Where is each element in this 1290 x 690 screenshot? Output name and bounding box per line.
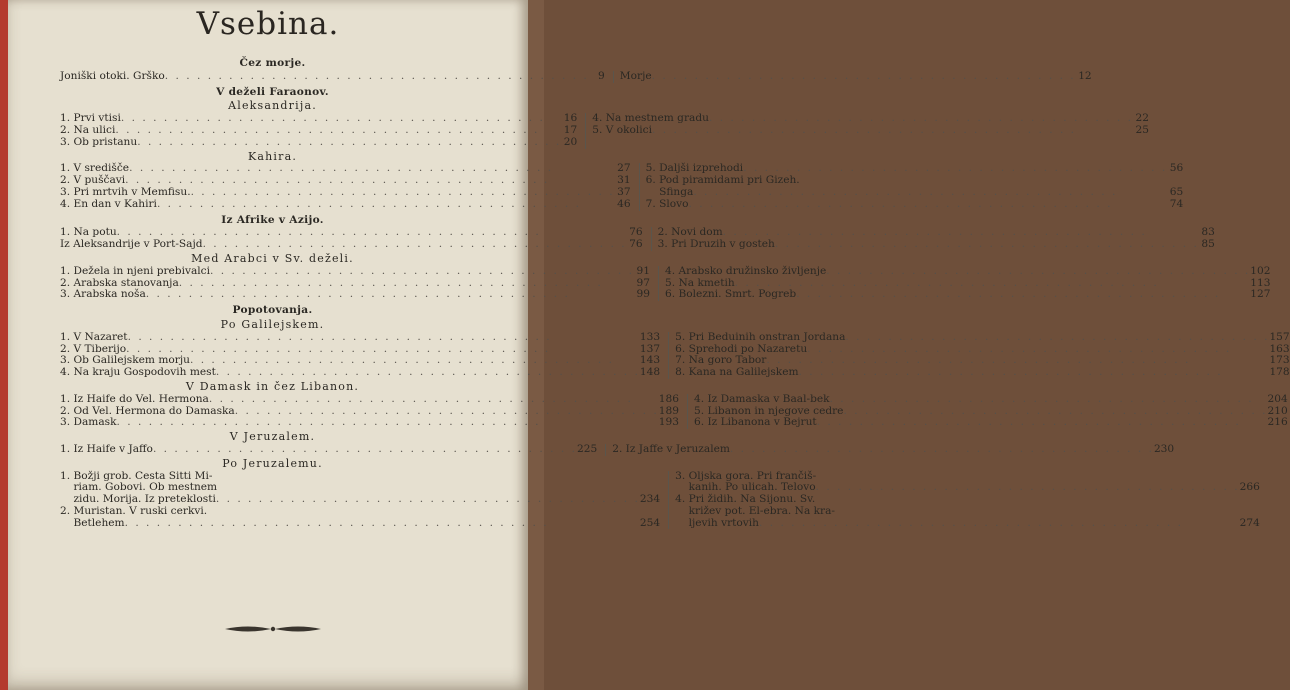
toc-column-right [669, 332, 1290, 379]
entry-page: 91 [636, 264, 651, 277]
entry-page: 85 [1201, 238, 1215, 251]
toc-entry [612, 444, 1174, 456]
toc-column-left [60, 71, 614, 83]
entry-page: 186 [658, 392, 680, 405]
entry-title: 5. Daljši izprehodi [645, 162, 744, 175]
entry-page: 163 [1269, 342, 1290, 355]
entry-title: 1. Na potu [60, 226, 117, 239]
page-title: Vsebina. [196, 6, 340, 42]
section-subheading: Po Galilejskem. [220, 317, 325, 331]
entry-title: Betlehem [60, 516, 125, 529]
dot-leader [203, 239, 627, 251]
dot-leader [652, 125, 1133, 137]
toc-row [60, 442, 1175, 456]
entry-page: 216 [1267, 416, 1288, 429]
toc-entry [675, 332, 1290, 344]
toc-row [60, 112, 1149, 148]
entry-page: 74 [1169, 197, 1184, 210]
entry-title: Morje [619, 69, 652, 82]
entry-title: 2. Od Vel. Hermona do Damaska [60, 404, 235, 417]
section-subheading: Kahira. [247, 149, 298, 163]
entry-title: 6. Iz Libanona v Bejrut [694, 416, 817, 429]
toc-column-right [688, 394, 1288, 429]
entry-title: 3. Damask [60, 416, 117, 429]
entry-page: 225 [576, 442, 598, 455]
entry-page: 76 [629, 238, 643, 251]
dot-leader [128, 332, 640, 344]
entry-title: 6. Bolezni. Smrt. Pogreb [665, 288, 797, 301]
entry-page: 254 [639, 516, 661, 529]
entry-title: 5. V okolici [592, 123, 653, 136]
entry-page: 234 [639, 493, 661, 506]
entry-title: riam. Gobovi. Ob mestnem [60, 481, 218, 494]
entry-title: 3. Arabska noša [60, 288, 146, 301]
entry-title: 3. Oljska gora. Pri frančiš- [675, 469, 817, 482]
entry-page: 157 [1269, 330, 1290, 343]
entry-title: 4. Na mestnem gradu [592, 112, 709, 125]
toc-entry [60, 187, 631, 199]
toc-column-right [669, 471, 1260, 530]
entry-page: 97 [636, 276, 651, 289]
entry-page: 99 [636, 288, 651, 301]
entry-page: 56 [1169, 162, 1184, 175]
entry-title: 2. Muristan. V ruski cerkvi. [60, 504, 208, 517]
book-page [8, 0, 1290, 690]
ornament-divider [223, 623, 323, 635]
toc-entry [646, 199, 1184, 211]
toc-column-left [60, 227, 652, 251]
entry-page: 16 [563, 112, 578, 125]
entry-page: 76 [629, 226, 643, 239]
entry-title: 1. Iz Haife v Jaffo [60, 442, 153, 455]
entry-title: 2. Arabska stanovanja [60, 276, 179, 289]
entry-title: 2. Iz Jaffe v Jeruzalem [612, 442, 730, 455]
entry-title: 1. Prvi vtisi [60, 112, 121, 125]
toc-row [60, 69, 1092, 83]
section-heading: Čez morje. [239, 57, 306, 69]
toc-entry [665, 266, 1271, 278]
dot-leader [153, 444, 577, 456]
dot-leader [826, 266, 1250, 278]
dot-leader [125, 518, 640, 530]
entry-title: 7. Na goro Tabor [675, 354, 767, 367]
entry-title: 3. Ob pristanu [60, 135, 138, 148]
dot-leader [146, 289, 634, 301]
toc-entry [675, 518, 1260, 530]
toc-entry [694, 394, 1288, 406]
entry-page: 266 [1239, 481, 1260, 494]
toc-column-left [60, 444, 606, 456]
toc-entry [620, 71, 1092, 83]
book-cover-edge [0, 0, 8, 690]
toc-entry [60, 137, 577, 149]
entry-page: 127 [1250, 288, 1271, 301]
dot-leader [191, 187, 615, 199]
entry-page: 17 [563, 123, 578, 136]
toc-entry [60, 71, 605, 83]
entry-page: 46 [617, 197, 631, 210]
entry-title: 4. Pri židih. Na Sijonu. Sv. [675, 493, 816, 506]
toc-entry [60, 518, 660, 530]
entry-title: 5. Libanon in njegove cedre [694, 404, 844, 417]
dot-leader [165, 71, 589, 83]
toc-column-right [659, 266, 1271, 301]
entry-title: 1. Božji grob. Cesta Sitti Mi- [60, 469, 213, 482]
entry-page: 25 [1135, 123, 1149, 136]
entry-title: 6. Pod piramidami pri Gizeh. [645, 174, 800, 187]
dot-leader [117, 417, 659, 429]
entry-title: 5. Pri Beduinih onstran Jordana [675, 330, 846, 343]
dot-leader [157, 199, 615, 211]
dot-leader [652, 71, 1076, 83]
entry-page: 193 [658, 416, 680, 429]
section-subheading: Med Arabci v Sv. deželi. [191, 251, 354, 265]
entry-title: 8. Kana na Galilejskem [675, 366, 799, 379]
toc-column-right [640, 163, 1184, 210]
entry-page: 20 [563, 135, 578, 148]
dot-leader [210, 266, 634, 278]
toc-entry [60, 417, 679, 429]
dot-leader [845, 332, 1269, 344]
entry-page: 31 [617, 174, 631, 187]
section-subheading: Po Jeruzalemu. [222, 456, 323, 470]
dot-leader [137, 137, 561, 149]
toc-column-right [652, 227, 1215, 251]
entry-title: križev pot. El-ebra. Na kra- [675, 504, 836, 517]
entry-title: 4. Arabsko družinsko življenje [665, 264, 827, 277]
toc-entry [658, 239, 1215, 251]
dot-leader [796, 289, 1250, 301]
dot-leader [816, 482, 1240, 494]
entry-title: 1. Iz Haife do Vel. Hermona [60, 392, 209, 405]
toc-entry [60, 444, 597, 456]
toc-entry [60, 199, 631, 211]
toc-entry [60, 266, 650, 278]
section-subheading: V Damask in čez Libanon. [185, 379, 360, 393]
table-of-contents [60, 54, 1290, 529]
entry-title: 6. Sprehodi po Nazaretu [675, 342, 808, 355]
section-heading: Popotovanja. [232, 304, 313, 317]
entry-title: Iz Aleksandrije v Port-Sajd [60, 238, 203, 251]
entry-title: 3. Pri mrtvih v Memfisu. [60, 185, 191, 198]
entry-page: 133 [639, 330, 661, 343]
toc-column-left [60, 394, 688, 429]
entry-page: 137 [639, 342, 661, 355]
toc-entry [60, 367, 660, 379]
entry-page: 148 [639, 366, 661, 379]
entry-title: 4. Iz Damaska v Baal-bek [694, 392, 830, 405]
dot-leader [115, 125, 561, 137]
entry-page: 204 [1267, 392, 1288, 405]
toc-entry [60, 289, 650, 301]
toc-column-left [60, 471, 669, 530]
entry-title: 5. Na kmetih [665, 276, 735, 289]
entry-page: 210 [1267, 404, 1288, 417]
entry-title: 2. V puščavi [60, 174, 126, 187]
entry-page: 230 [1153, 442, 1175, 455]
entry-page: 189 [658, 404, 680, 417]
entry-title: kanih. Po ulicah. Telovo [675, 481, 816, 494]
toc-column-right [606, 444, 1174, 456]
entry-page: 113 [1250, 276, 1271, 289]
entry-page: 22 [1135, 112, 1149, 125]
entry-title: zidu. Morija. Iz preteklosti [60, 493, 216, 506]
toc-row [60, 162, 1184, 210]
entry-page: 274 [1239, 516, 1260, 529]
entry-page: 65 [1169, 185, 1184, 198]
dot-leader [817, 417, 1268, 429]
toc-column-left [60, 332, 669, 379]
toc-entry [592, 125, 1149, 137]
toc-column-left [60, 266, 659, 301]
entry-page: 27 [617, 162, 631, 175]
entry-title: 2. V Tiberijo [60, 342, 127, 355]
toc-row [60, 330, 1290, 379]
toc-row [60, 469, 1260, 530]
dot-leader [730, 444, 1154, 456]
entry-title: 2. Novi dom [657, 226, 723, 239]
dot-leader [216, 367, 640, 379]
toc-column-left [60, 113, 586, 148]
dot-leader [743, 163, 1167, 175]
entry-page: 12 [1078, 69, 1092, 82]
entry-title: 7. Slovo [645, 197, 689, 210]
toc-row [60, 392, 1288, 429]
toc-entry [646, 187, 1184, 199]
dot-leader [693, 187, 1167, 199]
toc-entry [675, 367, 1290, 379]
entry-title: 1. Dežela in njeni prebivalci [60, 264, 210, 277]
entry-title: 1. V Nazaret [60, 330, 128, 343]
toc-entry [675, 506, 1260, 518]
entry-title: 3. Pri Druzih v gosteh [657, 238, 775, 251]
entry-page: 102 [1250, 264, 1271, 277]
dot-leader [799, 367, 1270, 379]
toc-row [60, 264, 1271, 301]
section-subheading: Aleksandrija. [228, 99, 317, 113]
entry-page: 173 [1269, 354, 1290, 367]
toc-entry [665, 289, 1271, 301]
dot-leader [216, 494, 640, 506]
section-heading: V deželi Faraonov. [216, 85, 329, 98]
entry-page: 143 [639, 354, 661, 367]
toc-entry [60, 332, 660, 344]
entry-title: 4. Na kraju Gospodovih mest [60, 366, 216, 379]
dot-leader [209, 394, 659, 406]
entry-title: Sfinga [645, 185, 694, 198]
entry-title: 4. En dan v Kahiri [60, 197, 157, 210]
toc-entry [694, 417, 1288, 429]
dot-leader [688, 199, 1167, 211]
toc-entry [60, 125, 577, 137]
section-heading: Iz Afrike v Azijo. [221, 213, 324, 226]
entry-title: 2. Na ulici [60, 123, 116, 136]
toc-row [60, 226, 1215, 251]
toc-entry [60, 506, 660, 518]
entry-title: 3. Ob Galilejskem morju [60, 354, 190, 367]
dot-leader [775, 239, 1199, 251]
toc-entry [60, 394, 679, 406]
entry-page: 9 [598, 69, 605, 82]
toc-column-left [60, 163, 640, 210]
entry-title: ljevih vrtovih [675, 516, 759, 529]
dot-leader [759, 518, 1240, 530]
entry-page: 178 [1269, 366, 1290, 379]
entry-title: Joniški otoki. Grško [60, 69, 165, 82]
entry-title: 1. V središče [60, 162, 130, 175]
entry-page: 37 [617, 185, 631, 198]
toc-entry [60, 239, 643, 251]
toc-column-right [614, 71, 1092, 83]
entry-page: 83 [1201, 226, 1215, 239]
toc-column-right [586, 113, 1149, 148]
dot-leader [830, 394, 1268, 406]
section-subheading: V Jeruzalem. [229, 430, 316, 444]
